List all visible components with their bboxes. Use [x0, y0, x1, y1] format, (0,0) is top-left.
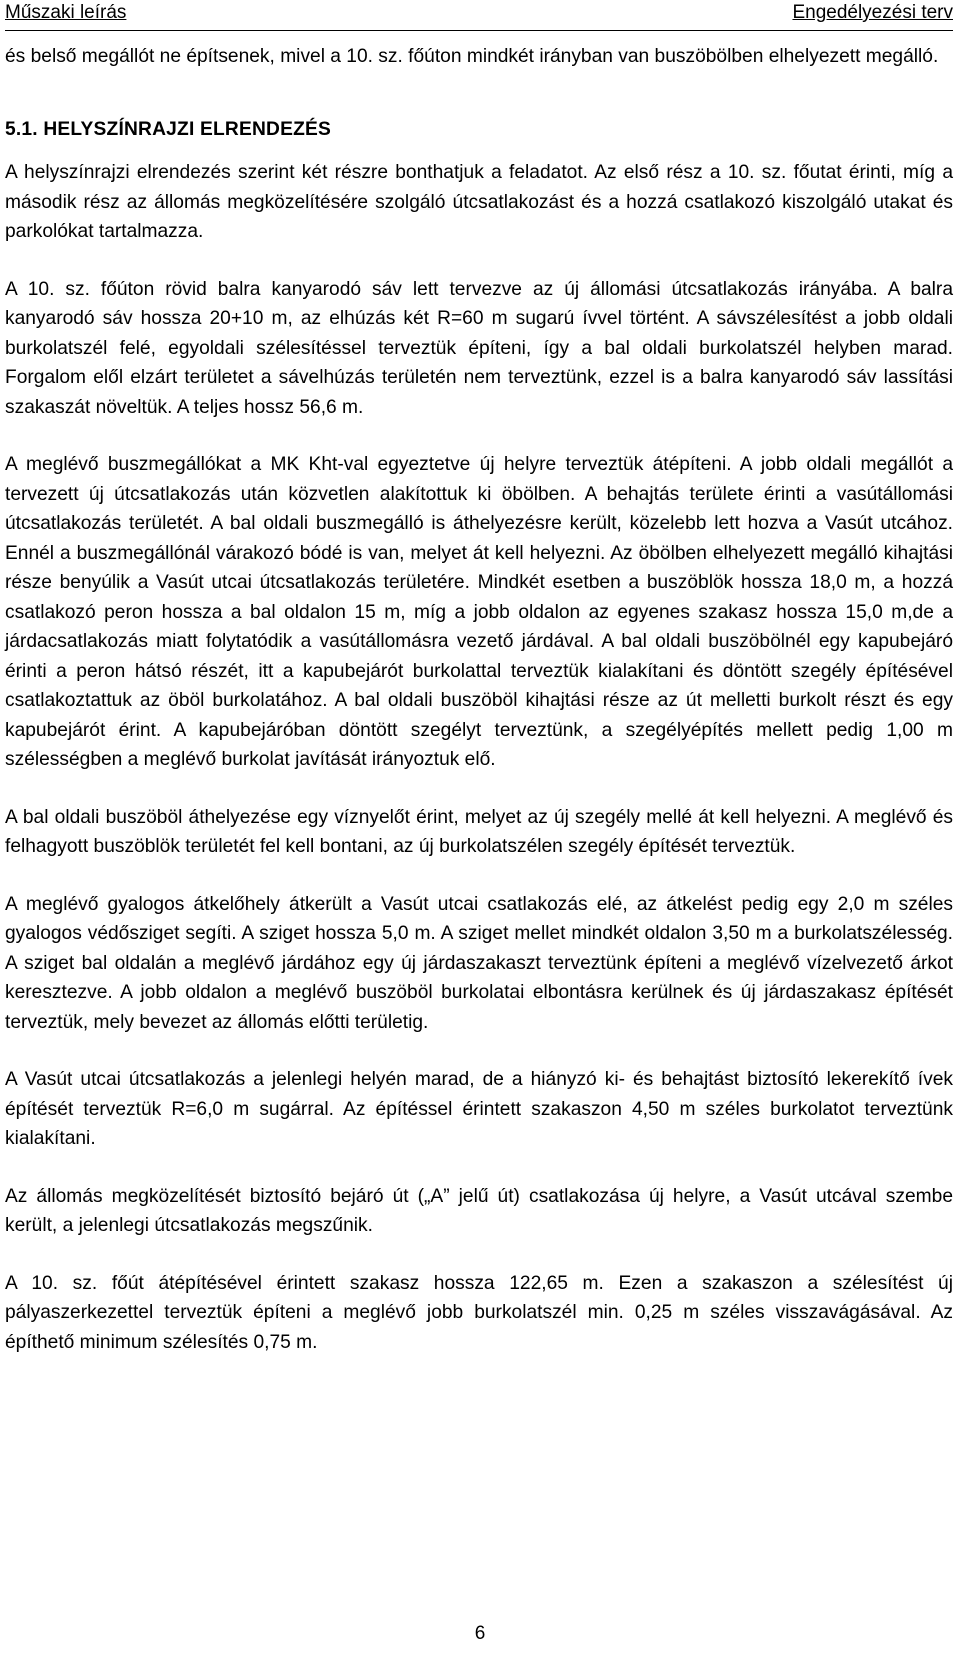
section-heading: 5.1. HELYSZÍNRAJZI ELRENDEZÉS	[5, 118, 332, 140]
paragraph-turning-lane: A 10. sz. főúton rövid balra kanyarodó sáv lett tervezve az új állomási útcsatlakozás irányába. A balra kanyarodó sáv hossza 20+10 m, az elhúzás két R=60 m sugarú ívvel történt. A sávszélesítést a jobb oldali burkolatszél felé, egyoldali szélesítéssel terveztük építeni, így a bal oldali burkolatszél helyben marad. Forgalom elől elzárt területet a sávelhúzás területén nem terveztünk, ezzel is a balra kanyarodó sáv lassítási szakaszát növeltük. A teljes hossz 56,6 m.	[5, 278, 953, 418]
paragraph-pedestrian-crossing: A meglévő gyalogos átkelőhely átkerült a Vasút utcai csatlakozás elé, az átkelést pedig egy 2,0 m széles gyalogos védősziget segíti. A sziget hossza 5,0 m. A sziget mellet mindkét oldalon 3,50 m a burkolatszélesség. A sziget bal oldalán a meglévő járdához egy új járdaszakaszt terveztünk építeni a meglévő vízelvezető árkot keresztezve. A jobb oldalon a meglévő buszöböl burkolatai elbontásra kerülnek és új járdaszakasz építését terveztük, mely bevezet az állomás előtti területig.	[5, 893, 953, 1033]
paragraph-access-road: Az állomás megközelítését biztosító bejáró út („A” jelű út) csatlakozása új helyre, a Vasút utcával szembe került, a jelenlegi útcsatlakozás megszűnik.	[5, 1185, 953, 1236]
paragraph-road-length: A 10. sz. főút átépítésével érintett szakasz hossza 122,65 m. Ezen a szakaszon a szélesítést új pályaszerkezettel terveztük építeni a meglévő jobb burkolatszél min. 0,25 m széles visszavágásával. Az építhető minimum szélesítés 0,75 m.	[5, 1272, 953, 1353]
paragraph-bus-stops: A meglévő buszmegállókat a MK Kht-val egyeztetve új helyre terveztük átépíteni. A jobb oldali megállót a tervezett új útcsatlakozás után közvetlen alakítottuk ki öbölben. A behajtás területe érinti a vasútállomási útcsatlakozás területét. A bal oldali buszmegálló is áthelyezésre került, közelebb lett hozva a Vasút utcához. Ennél a buszmegállónál várakozó bódé is van, melyet át kell helyezni. Az öbölben elhelyezett megálló kihajtási része benyúlik a Vasút utcai útcsatlakozás területére. Mindkét esetben a buszöblök hossza 18,0 m, a hozzá csatlakozó peron hossza a bal oldalon 15 m, míg a jobb oldalon az egyenes szakasz hossza 15,0 m,de a járdacsatlakozás miatt folytatódik a vasútállomásra vezető járdával. A bal oldali buszöbölnél egy kapubejáró érinti a peron hátsó részét, itt a kapubejárót burkolattal terveztük kialakítani és döntött szegély építésével csatlakoztattuk az öböl burkolatához. A bal oldali buszöböl kihajtási része az út melletti burkolt részt és egy kapubejárót érint. A kapubejáróban döntött szegélyt terveztünk, a szegélyépítés mellett pedig 1,00 m szélességben a meglévő burkolat javítását irányoztuk elő.	[5, 454, 953, 770]
header-plan-type: Engedélyezési terv	[792, 2, 953, 23]
paragraph-intro-continuation: és belső megállót ne építsenek, mivel a 10. sz. főúton mindkét irányban van buszöbölben elhelyezett megálló.	[5, 46, 939, 67]
paragraph-drain-relocation: A bal oldali buszöböl áthelyezése egy víznyelőt érint, melyet az új szegély mellé át kell helyezni. A meglévő és felhagyott buszöblök területét fel kell bontani, az új burkolatszélen szegély építését terveztük.	[5, 806, 953, 857]
paragraph-layout-overview: A helyszínrajzi elrendezés szerint két részre bonthatjuk a feladatot. Az első rész a 10. sz. főutat érinti, míg a második rész az állomás megközelítésére szolgáló útcsatlakozást és a hozzá csatlakozó kiszolgáló utakat és parkolókat tartalmazza.	[5, 162, 953, 242]
paragraph-vasut-junction: A Vasút utcai útcsatlakozás a jelenlegi helyén marad, de a hiányzó ki- és behajtást biztosító lekerekítő ívek építését terveztük R=6,0 m sugárral. Az építéssel érintett szakaszon 4,50 m széles burkolatot terveztünk kialakítani.	[5, 1069, 953, 1149]
page-number: 6	[474, 1623, 486, 1644]
document-body	[5, 42, 953, 1385]
page-header	[5, 0, 953, 31]
header-doc-type: Műszaki leírás	[5, 2, 127, 23]
